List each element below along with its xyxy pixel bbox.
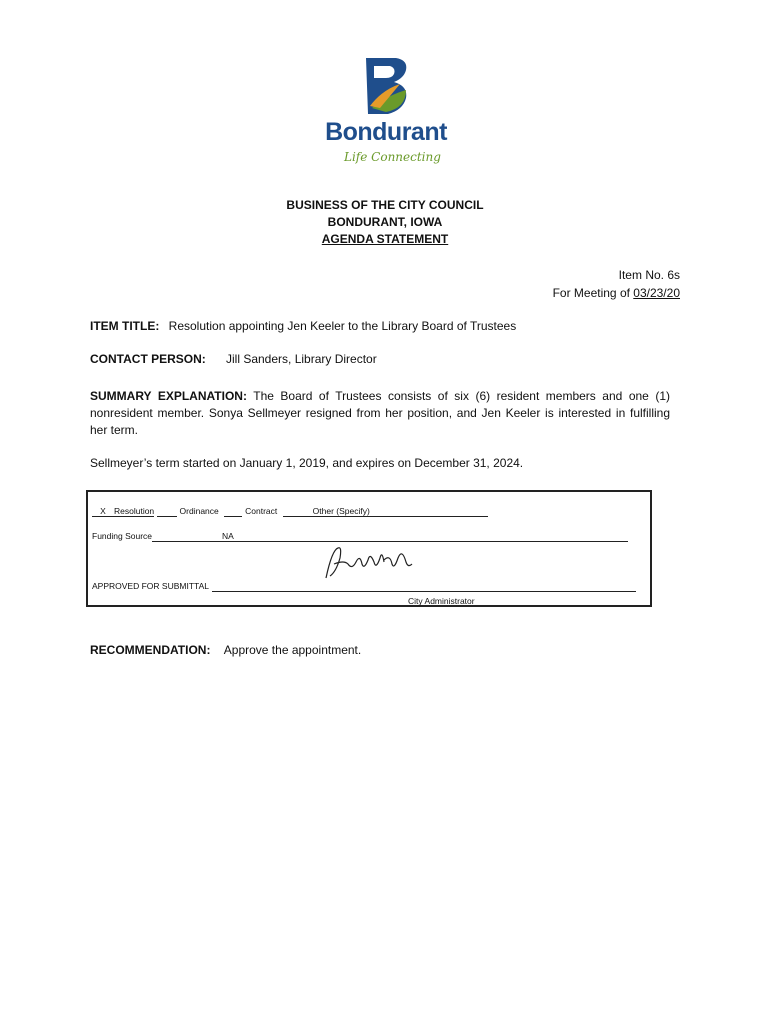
other-specify-blank bbox=[370, 506, 488, 517]
signature-icon bbox=[322, 540, 414, 584]
approval-form-box bbox=[86, 490, 652, 607]
contract-option: Contract bbox=[245, 506, 278, 516]
resolution-mark: X bbox=[92, 506, 114, 517]
item-number-block bbox=[553, 266, 680, 302]
header-line-1: BUSINESS OF THE CITY COUNCIL bbox=[286, 198, 484, 212]
summary-label: SUMMARY EXPLANATION: bbox=[90, 389, 247, 403]
approval-signature-line bbox=[212, 581, 636, 592]
item-number: Item No. 6s bbox=[618, 268, 680, 282]
contact-person-label: CONTACT PERSON: bbox=[90, 352, 206, 366]
ordinance-blank bbox=[157, 506, 177, 517]
funding-blank-left bbox=[152, 531, 222, 542]
meeting-date: 03/23/20 bbox=[633, 286, 680, 300]
resolution-option: Resolution bbox=[114, 506, 155, 516]
approval-line bbox=[92, 581, 636, 592]
recommendation-row bbox=[90, 643, 361, 657]
meeting-label: For Meeting of bbox=[552, 286, 634, 300]
item-title-row bbox=[90, 319, 516, 333]
contact-person-value: Jill Sanders, Library Director bbox=[226, 352, 377, 366]
header-line-3: AGENDA STATEMENT bbox=[321, 232, 449, 246]
item-title-value: Resolution appointing Jen Keeler to the Library Board of Trustees bbox=[168, 319, 517, 333]
logo-tagline: Life Connecting bbox=[344, 150, 441, 164]
contract-blank bbox=[224, 506, 242, 517]
city-logo bbox=[318, 56, 454, 172]
ordinance-option: Ordinance bbox=[179, 506, 219, 516]
funding-source-value: NA bbox=[222, 531, 628, 542]
recommendation-value: Approve the appointment. bbox=[223, 643, 362, 657]
contact-person-row bbox=[90, 352, 377, 366]
approved-for-submittal-label: APPROVED FOR SUBMITTAL bbox=[92, 581, 209, 591]
other-blank bbox=[283, 506, 313, 517]
document-header bbox=[0, 197, 770, 248]
funding-source-label: Funding Source bbox=[92, 531, 153, 541]
bondurant-b-logo-icon bbox=[360, 56, 412, 116]
recommendation-label: RECOMMENDATION: bbox=[90, 643, 211, 657]
header-line-2: BONDURANT, IOWA bbox=[327, 215, 443, 229]
meeting-date-line bbox=[553, 284, 680, 302]
summary-explanation bbox=[90, 388, 670, 439]
term-statement: Sellmeyer’s term started on January 1, 2019, and expires on December 31, 2024. bbox=[90, 456, 524, 470]
item-title-label: ITEM TITLE: bbox=[90, 319, 160, 333]
approver-title: City Administrator bbox=[408, 596, 475, 606]
summary-text: The Board of Trustees consists of six (6) resident members and one (1) nonresident member. Sonya Sellmeyer resigned from her position, and Jen Keeler is interested in fulfilling her term. bbox=[90, 389, 670, 437]
other-option: Other (Specify) bbox=[312, 506, 370, 516]
logo-wordmark: Bondurant bbox=[325, 118, 447, 146]
document-type-line bbox=[92, 506, 488, 517]
